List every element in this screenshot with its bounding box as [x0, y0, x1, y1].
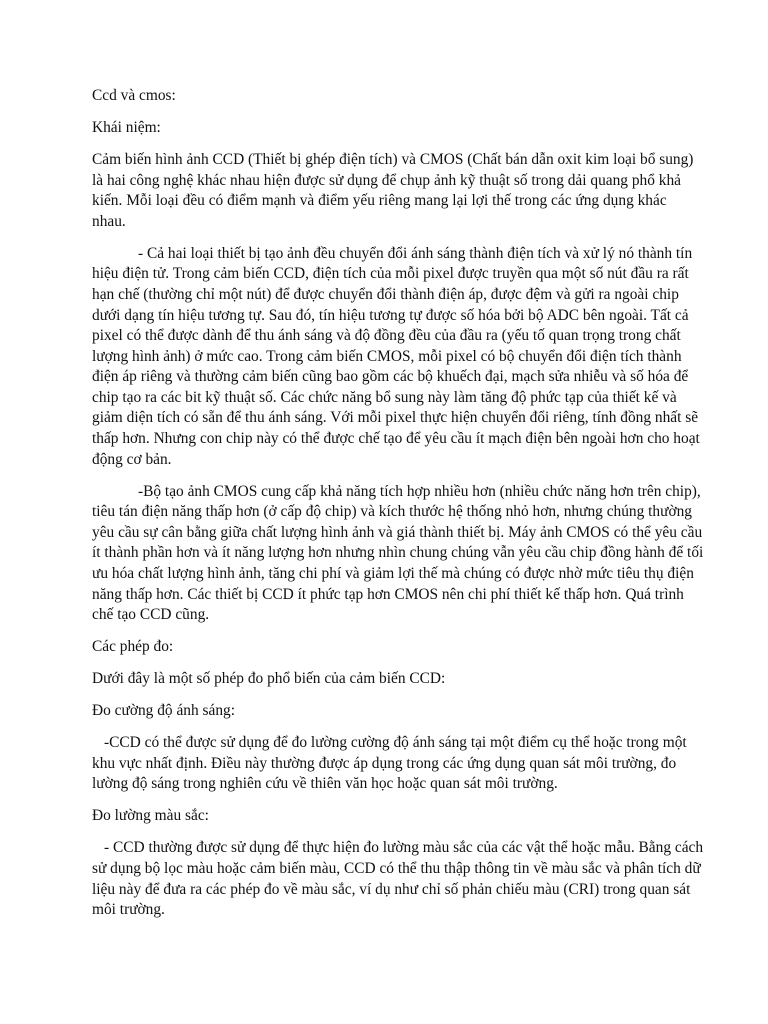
paragraph-ccd-cmos-conversion: - Cả hai loại thiết bị tạo ảnh đều chuyển đổi ánh sáng thành điện tích và xử lý nó thành tín hiệu điện tử. Trong cảm biến CCD, điện tích của mỗi pixel được truyền qua một số nút đầu ra rất hạn chế (thường chỉ một nút) để được chuyển đổi thành điện áp, được đệm và gửi ra ngoài chip dưới dạng tín hiệu tương tự. Sau đó, tín hiệu tương tự được số hóa bởi bộ ADC bên ngoài. Tất cả pixel có thể được dành để thu ánh sáng và độ đồng đều của đầu ra (yếu tố quan trọng trong chất lượng hình ảnh) ở mức cao. Trong cảm biến CMOS, mỗi pixel có bộ chuyển đổi điện tích thành điện áp riêng và thường cảm biến cũng bao gồm các bộ khuếch đại, mạch sửa nhiễu và số hóa để chip tạo ra các bit kỹ thuật số. Các chức năng bổ sung này làm tăng độ phức tạp của thiết kế và giảm diện tích có sẵn để thu ánh sáng. Với mỗi pixel thực hiện chuyển đổi riêng, tính đồng nhất sẽ thấp hơn. Nhưng con chip này có thể được chế tạo để yêu cầu ít mạch điện bên ngoài hơn cho hoạt động cơ bản.: [92, 244, 700, 468]
concept-heading: Khái niệm:: [92, 118, 161, 136]
intro-paragraph: Cảm biến hình ảnh CCD (Thiết bị ghép điện tích) và CMOS (Chất bán dẫn oxit kim loại bổ sung) là hai công nghệ khác nhau hiện được sử dụng để chụp ảnh kỹ thuật số trong dải quang phổ khả kiến. Mỗi loại đều có điểm mạnh và điểm yếu riêng mang lại lợi thế trong các ứng dụng khác nhau.: [92, 150, 694, 230]
document-title: Ccd và cmos:: [92, 87, 176, 104]
light-intensity-paragraph: -CCD có thể được sử dụng để đo lường cường độ ánh sáng tại một điểm cụ thể hoặc trong một khu vực nhất định. Điều này thường được áp dụng trong các ứng dụng quan sát môi trường, đo lường độ sáng trong nghiên cứu về thiên văn học hoặc quan sát môi trường.: [92, 734, 687, 793]
paragraph-cmos-integration: -Bộ tạo ảnh CMOS cung cấp khả năng tích hợp nhiều hơn (nhiều chức năng hơn trên chip), tiêu tán điện năng thấp hơn (ở cấp độ chip) và kích thước hệ thống nhỏ hơn, nhưng chúng thường yêu cầu sự cân bằng giữa chất lượng hình ảnh và giá thành thiết bị. Máy ảnh CMOS có thể yêu cầu ít thành phần hơn và ít năng lượng hơn nhưng nhìn chung chúng vẫn yêu cầu chip đồng hành để tối ưu hóa chất lượng hình ảnh, tăng chi phí và giảm lợi thế mà chúng có được nhờ mức tiêu thụ điện năng thấp hơn. Các thiết bị CCD ít phức tạp hơn CMOS nên chi phí thiết kế thấp hơn. Quá trình chế tạo CCD cũng.: [92, 482, 704, 624]
color-measurement-paragraph: - CCD thường được sử dụng để thực hiện đo lường màu sắc của các vật thể hoặc mẫu. Bằng cách sử dụng bộ lọc màu hoặc cảm biến màu, CCD có thể thu thập thông tin về màu sắc và phân tích dữ liệu này để đưa ra các phép đo về màu sắc, ví dụ như chỉ số phản chiếu màu (CRI) trong quan sát môi trường.: [92, 839, 704, 919]
document-body: [92, 86, 704, 932]
light-intensity-heading: Đo cường độ ánh sáng:: [92, 702, 236, 720]
color-measurement-heading: Đo lường màu sắc:: [92, 807, 209, 825]
measurements-heading: Các phép đo:: [92, 638, 174, 656]
measurements-intro: Dưới đây là một số phép đo phổ biến của cảm biến CCD:: [92, 670, 446, 688]
